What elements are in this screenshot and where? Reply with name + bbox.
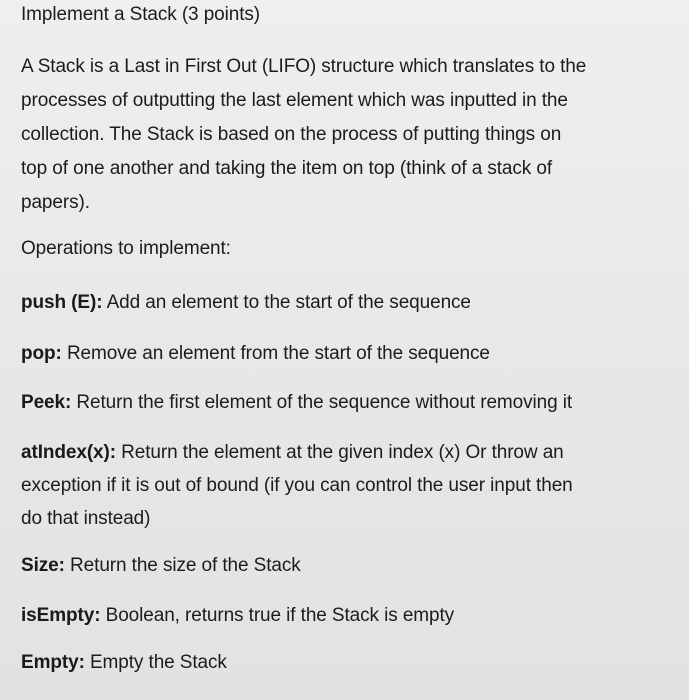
operation-size	[21, 549, 685, 582]
operation-desc: Return the first element of the sequence without removing it	[76, 392, 573, 413]
intro-paragraph	[21, 50, 685, 220]
operation-desc: Return the size of the Stack	[70, 555, 301, 576]
operation-name: Size:	[21, 555, 65, 576]
page-title: Implement a Stack (3 points)	[21, 4, 261, 25]
operation-pop	[21, 337, 685, 370]
operation-desc: Return the element at the given index (x) Or throw an	[121, 442, 564, 463]
intro-line: A Stack is a Last in First Out (LIFO) structure which translates to the	[21, 56, 587, 77]
operation-desc: exception if it is out of bound (if you can control the user input then	[21, 475, 573, 496]
intro-line: processes of outputting the last element which was inputted in the	[21, 90, 568, 111]
intro-line: top of one another and taking the item on top (think of a stack of	[21, 158, 553, 179]
operation-name: pop:	[21, 343, 62, 364]
operation-desc: Empty the Stack	[89, 652, 227, 673]
operation-desc: do that instead)	[21, 508, 151, 529]
intro-line: collection. The Stack is based on the process of putting things on	[21, 124, 562, 145]
operations-heading: Operations to implement:	[21, 238, 231, 259]
operation-desc: Remove an element from the start of the sequence	[66, 343, 490, 364]
operation-empty	[21, 646, 685, 679]
operation-name: isEmpty:	[21, 605, 101, 626]
operation-atindex	[21, 436, 685, 535]
operation-isempty	[21, 599, 685, 632]
operation-name: atIndex(x):	[21, 442, 116, 463]
intro-line: papers).	[21, 192, 90, 213]
operation-name: Empty:	[21, 652, 85, 673]
operation-name: push (E):	[21, 292, 103, 313]
operation-push	[21, 286, 685, 319]
operation-desc: Add an element to the start of the sequence	[106, 292, 471, 313]
operation-desc: Boolean, returns true if the Stack is empty	[105, 605, 455, 626]
operation-name: Peek:	[21, 392, 72, 413]
operation-peek	[21, 386, 685, 419]
